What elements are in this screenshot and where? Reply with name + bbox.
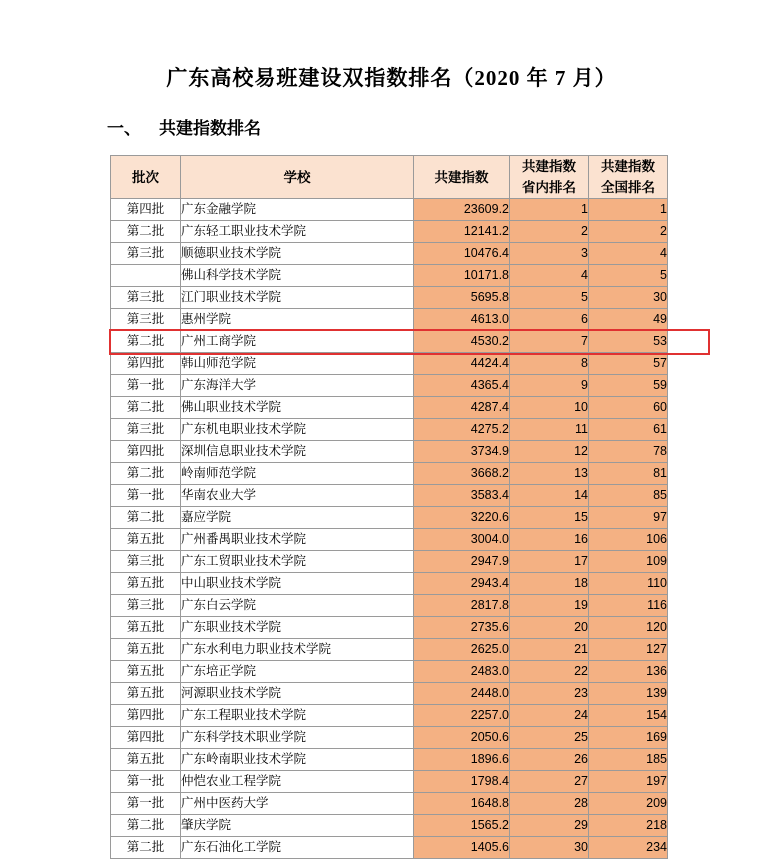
- cell-batch: 第二批: [111, 837, 181, 859]
- cell-school: 广东科学技术职业学院: [181, 727, 414, 749]
- cell-province-rank: 1: [510, 199, 589, 221]
- cell-school: 广东职业技术学院: [181, 617, 414, 639]
- cell-index: 23609.2: [414, 199, 510, 221]
- section-label: 共建指数排名: [159, 119, 261, 138]
- table-row: [111, 661, 668, 683]
- table-row: [111, 815, 668, 837]
- cell-national-rank: 209: [589, 793, 668, 815]
- cell-province-rank: 24: [510, 705, 589, 727]
- cell-province-rank: 27: [510, 771, 589, 793]
- cell-school: 广东轻工职业技术学院: [181, 221, 414, 243]
- cell-index: 4365.4: [414, 375, 510, 397]
- cell-index: 2448.0: [414, 683, 510, 705]
- table-row: [111, 749, 668, 771]
- cell-province-rank: 21: [510, 639, 589, 661]
- cell-province-rank: 8: [510, 353, 589, 375]
- cell-index: 4530.2: [414, 331, 510, 353]
- cell-index: 1565.2: [414, 815, 510, 837]
- cell-index: 3734.9: [414, 441, 510, 463]
- cell-national-rank: 59: [589, 375, 668, 397]
- cell-national-rank: 197: [589, 771, 668, 793]
- cell-national-rank: 49: [589, 309, 668, 331]
- cell-index: 1648.8: [414, 793, 510, 815]
- cell-province-rank: 14: [510, 485, 589, 507]
- cell-index: 3220.6: [414, 507, 510, 529]
- table-row: [111, 331, 668, 353]
- cell-national-rank: 169: [589, 727, 668, 749]
- cell-batch: 第五批: [111, 617, 181, 639]
- table-row: [111, 375, 668, 397]
- cell-school: 肇庆学院: [181, 815, 414, 837]
- cell-index: 10476.4: [414, 243, 510, 265]
- table-header: [111, 156, 668, 199]
- cell-batch: 第四批: [111, 727, 181, 749]
- cell-batch: 第二批: [111, 331, 181, 353]
- cell-national-rank: 60: [589, 397, 668, 419]
- cell-index: 4275.2: [414, 419, 510, 441]
- cell-school: 广东白云学院: [181, 595, 414, 617]
- cell-index: 5695.8: [414, 287, 510, 309]
- cell-province-rank: 22: [510, 661, 589, 683]
- cell-index: 1405.6: [414, 837, 510, 859]
- column-header-province-rank: 共建指数 省内排名: [510, 156, 589, 199]
- table-row: [111, 705, 668, 727]
- cell-national-rank: 110: [589, 573, 668, 595]
- cell-school: 广东海洋大学: [181, 375, 414, 397]
- table-row: [111, 221, 668, 243]
- cell-school: 广东金融学院: [181, 199, 414, 221]
- cell-national-rank: 154: [589, 705, 668, 727]
- cell-batch: 第四批: [111, 705, 181, 727]
- cell-school: 广州中医药大学: [181, 793, 414, 815]
- cell-province-rank: 30: [510, 837, 589, 859]
- table-row: [111, 265, 668, 287]
- cell-national-rank: 78: [589, 441, 668, 463]
- cell-index: 2257.0: [414, 705, 510, 727]
- cell-school: 广东石油化工学院: [181, 837, 414, 859]
- cell-index: 2483.0: [414, 661, 510, 683]
- cell-school: 广东水利电力职业技术学院: [181, 639, 414, 661]
- cell-province-rank: 4: [510, 265, 589, 287]
- cell-national-rank: 30: [589, 287, 668, 309]
- cell-batch: 第四批: [111, 441, 181, 463]
- cell-batch: 第四批: [111, 353, 181, 375]
- cell-batch: [111, 265, 181, 287]
- table-row: [111, 837, 668, 859]
- cell-province-rank: 6: [510, 309, 589, 331]
- cell-national-rank: 185: [589, 749, 668, 771]
- table-row: [111, 441, 668, 463]
- cell-batch: 第五批: [111, 661, 181, 683]
- cell-index: 2625.0: [414, 639, 510, 661]
- table-row: [111, 309, 668, 331]
- cell-batch: 第三批: [111, 243, 181, 265]
- table-row: [111, 617, 668, 639]
- cell-province-rank: 12: [510, 441, 589, 463]
- cell-index: 4287.4: [414, 397, 510, 419]
- cell-province-rank: 3: [510, 243, 589, 265]
- cell-national-rank: 2: [589, 221, 668, 243]
- cell-school: 广州工商学院: [181, 331, 414, 353]
- cell-national-rank: 136: [589, 661, 668, 683]
- cell-batch: 第二批: [111, 221, 181, 243]
- cell-batch: 第五批: [111, 573, 181, 595]
- cell-batch: 第三批: [111, 419, 181, 441]
- cell-national-rank: 4: [589, 243, 668, 265]
- cell-school: 嘉应学院: [181, 507, 414, 529]
- cell-national-rank: 120: [589, 617, 668, 639]
- cell-national-rank: 5: [589, 265, 668, 287]
- cell-province-rank: 29: [510, 815, 589, 837]
- cell-batch: 第三批: [111, 287, 181, 309]
- cell-school: 华南农业大学: [181, 485, 414, 507]
- cell-school: 中山职业技术学院: [181, 573, 414, 595]
- table-row: [111, 507, 668, 529]
- table-row: [111, 793, 668, 815]
- cell-national-rank: 116: [589, 595, 668, 617]
- cell-national-rank: 127: [589, 639, 668, 661]
- cell-national-rank: 81: [589, 463, 668, 485]
- table-row: [111, 639, 668, 661]
- cell-province-rank: 23: [510, 683, 589, 705]
- cell-index: 3004.0: [414, 529, 510, 551]
- cell-national-rank: 61: [589, 419, 668, 441]
- table-row: [111, 243, 668, 265]
- cell-school: 广东培正学院: [181, 661, 414, 683]
- column-header-index: 共建指数: [414, 156, 510, 199]
- cell-school: 深圳信息职业技术学院: [181, 441, 414, 463]
- cell-batch: 第二批: [111, 507, 181, 529]
- table-row: [111, 683, 668, 705]
- table-row: [111, 771, 668, 793]
- cell-index: 2943.4: [414, 573, 510, 595]
- cell-province-rank: 17: [510, 551, 589, 573]
- cell-province-rank: 5: [510, 287, 589, 309]
- table-body: [111, 199, 668, 859]
- section-heading: [55, 92, 728, 139]
- table-row: [111, 485, 668, 507]
- cell-national-rank: 234: [589, 837, 668, 859]
- cell-batch: 第五批: [111, 639, 181, 661]
- table-row: [111, 353, 668, 375]
- cell-school: 江门职业技术学院: [181, 287, 414, 309]
- cell-province-rank: 26: [510, 749, 589, 771]
- cell-index: 4424.4: [414, 353, 510, 375]
- cell-index: 2050.6: [414, 727, 510, 749]
- cell-index: 2947.9: [414, 551, 510, 573]
- cell-national-rank: 109: [589, 551, 668, 573]
- cell-school: 顺德职业技术学院: [181, 243, 414, 265]
- column-header-school: 学校: [181, 156, 414, 199]
- cell-national-rank: 97: [589, 507, 668, 529]
- cell-index: 3583.4: [414, 485, 510, 507]
- table-row: [111, 573, 668, 595]
- page-title: 广东高校易班建设双指数排名（2020 年 7 月）: [166, 66, 617, 90]
- cell-province-rank: 25: [510, 727, 589, 749]
- cell-province-rank: 20: [510, 617, 589, 639]
- cell-school: 仲恺农业工程学院: [181, 771, 414, 793]
- ranking-table: [110, 155, 668, 859]
- cell-index: 1798.4: [414, 771, 510, 793]
- cell-national-rank: 57: [589, 353, 668, 375]
- cell-province-rank: 19: [510, 595, 589, 617]
- cell-province-rank: 7: [510, 331, 589, 353]
- cell-batch: 第二批: [111, 463, 181, 485]
- cell-batch: 第一批: [111, 375, 181, 397]
- cell-batch: 第二批: [111, 397, 181, 419]
- cell-school: 广州番禺职业技术学院: [181, 529, 414, 551]
- cell-school: 广东岭南职业技术学院: [181, 749, 414, 771]
- cell-province-rank: 15: [510, 507, 589, 529]
- cell-school: 佛山职业技术学院: [181, 397, 414, 419]
- cell-school: 韩山师范学院: [181, 353, 414, 375]
- table-row: [111, 419, 668, 441]
- cell-national-rank: 106: [589, 529, 668, 551]
- cell-batch: 第五批: [111, 749, 181, 771]
- cell-school: 佛山科学技术学院: [181, 265, 414, 287]
- cell-index: 3668.2: [414, 463, 510, 485]
- cell-index: 10171.8: [414, 265, 510, 287]
- cell-national-rank: 218: [589, 815, 668, 837]
- table-row: [111, 287, 668, 309]
- cell-batch: 第五批: [111, 529, 181, 551]
- table-header-row: [111, 156, 668, 199]
- cell-national-rank: 85: [589, 485, 668, 507]
- cell-national-rank: 139: [589, 683, 668, 705]
- column-header-batch: 批次: [111, 156, 181, 199]
- table-row: [111, 397, 668, 419]
- cell-province-rank: 13: [510, 463, 589, 485]
- cell-index: 4613.0: [414, 309, 510, 331]
- cell-national-rank: 1: [589, 199, 668, 221]
- cell-batch: 第三批: [111, 551, 181, 573]
- cell-batch: 第一批: [111, 485, 181, 507]
- table-row: [111, 199, 668, 221]
- cell-school: 广东工贸职业技术学院: [181, 551, 414, 573]
- table-row: [111, 551, 668, 573]
- section-number: 一、: [107, 119, 141, 138]
- cell-school: 广东工程职业技术学院: [181, 705, 414, 727]
- cell-index: 2735.6: [414, 617, 510, 639]
- cell-index: 12141.2: [414, 221, 510, 243]
- cell-province-rank: 16: [510, 529, 589, 551]
- cell-province-rank: 28: [510, 793, 589, 815]
- cell-province-rank: 18: [510, 573, 589, 595]
- cell-index: 2817.8: [414, 595, 510, 617]
- cell-batch: 第五批: [111, 683, 181, 705]
- table-row: [111, 463, 668, 485]
- cell-batch: 第三批: [111, 595, 181, 617]
- cell-school: 岭南师范学院: [181, 463, 414, 485]
- cell-batch: 第一批: [111, 771, 181, 793]
- cell-school: 河源职业技术学院: [181, 683, 414, 705]
- cell-national-rank: 53: [589, 331, 668, 353]
- cell-school: 惠州学院: [181, 309, 414, 331]
- cell-province-rank: 11: [510, 419, 589, 441]
- cell-school: 广东机电职业技术学院: [181, 419, 414, 441]
- cell-batch: 第四批: [111, 199, 181, 221]
- cell-province-rank: 9: [510, 375, 589, 397]
- cell-batch: 第一批: [111, 793, 181, 815]
- column-header-national-rank: 共建指数 全国排名: [589, 156, 668, 199]
- table-row: [111, 727, 668, 749]
- cell-batch: 第二批: [111, 815, 181, 837]
- cell-index: 1896.6: [414, 749, 510, 771]
- cell-batch: 第三批: [111, 309, 181, 331]
- cell-province-rank: 10: [510, 397, 589, 419]
- table-row: [111, 529, 668, 551]
- cell-province-rank: 2: [510, 221, 589, 243]
- table-row: [111, 595, 668, 617]
